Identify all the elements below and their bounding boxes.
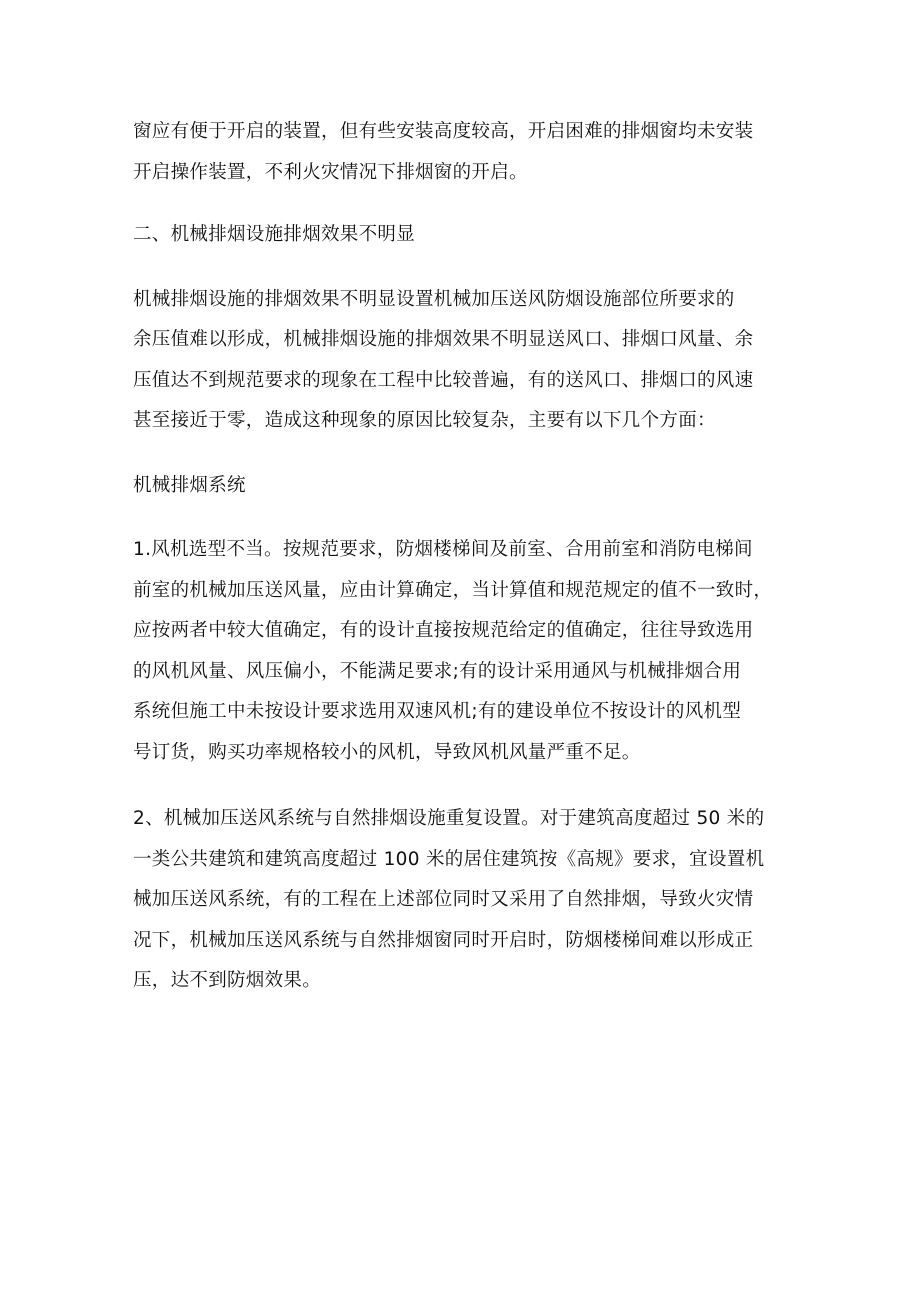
text-line: 应按两者中较大值确定，有的设计直接按规范给定的值确定，往往导致选用	[133, 620, 754, 641]
text-line: 一类公共建筑和建筑高度超过 100 米的居住建筑按《高规》要求，宜设置机	[133, 848, 765, 870]
text-line: 的风机风量、风压偏小，不能满足要求;有的设计采用通风与机械排烟合用	[133, 660, 742, 682]
text-line: 机械排烟设施的排烟效果不明显设置机械加压送风防烟设施部位所要求的	[133, 288, 735, 310]
text-line: 开启操作装置，不利火灾情况下排烟窗的开启。	[133, 161, 528, 183]
text-line: 压值达不到规范要求的现象在工程中比较普遍，有的送风口、排烟口的风速	[133, 369, 754, 391]
paragraph-smoke-window-devices	[133, 112, 793, 193]
text-line: 余压值难以形成，机械排烟设施的排烟效果不明显送风口、排烟口风量、余	[133, 329, 754, 350]
text-line: 1.风机选型不当。按规范要求，防烟楼梯间及前室、合用前室和消防电梯间	[133, 539, 753, 560]
list-item-fan-selection	[133, 530, 793, 773]
section-heading-mechanical-smoke-exhaust	[133, 215, 793, 256]
text-line: 械加压送风系统，有的工程在上述部位同时又采用了自然排烟，导致火灾情	[133, 889, 754, 910]
text-line: 号订货，购买功率规格较小的风机，导致风机风量严重不足。	[133, 741, 641, 763]
paragraph-exhaust-effect	[133, 280, 793, 442]
text-line: 压，达不到防烟效果。	[133, 970, 322, 991]
subheading-text: 机械排烟系统	[133, 474, 246, 496]
list-item-duplicate-systems	[133, 799, 793, 1002]
text-line: 窗应有便于开启的装置，但有些安装高度较高，开启困难的排烟窗均未安装	[133, 121, 754, 142]
text-line: 系统但施工中未按设计要求选用双速风机;有的建设单位不按设计的风机型	[133, 701, 742, 722]
text-line: 况下，机械加压送风系统与自然排烟窗同时开启时，防烟楼梯间难以形成正	[133, 929, 754, 951]
subheading-mechanical-system	[133, 466, 793, 507]
text-line: 前室的机械加压送风量，应由计算确定，当计算值和规范规定的值不一致时，	[133, 579, 773, 601]
text-line: 2、机械加压送风系统与自然排烟设施重复设置。对于建筑高度超过 50 米的	[133, 808, 765, 829]
text-line: 甚至接近于零，造成这种现象的原因比较复杂，主要有以下几个方面：	[133, 410, 716, 431]
document-body	[133, 112, 793, 1002]
heading-text: 二、机械排烟设施排烟效果不明显	[133, 224, 416, 245]
